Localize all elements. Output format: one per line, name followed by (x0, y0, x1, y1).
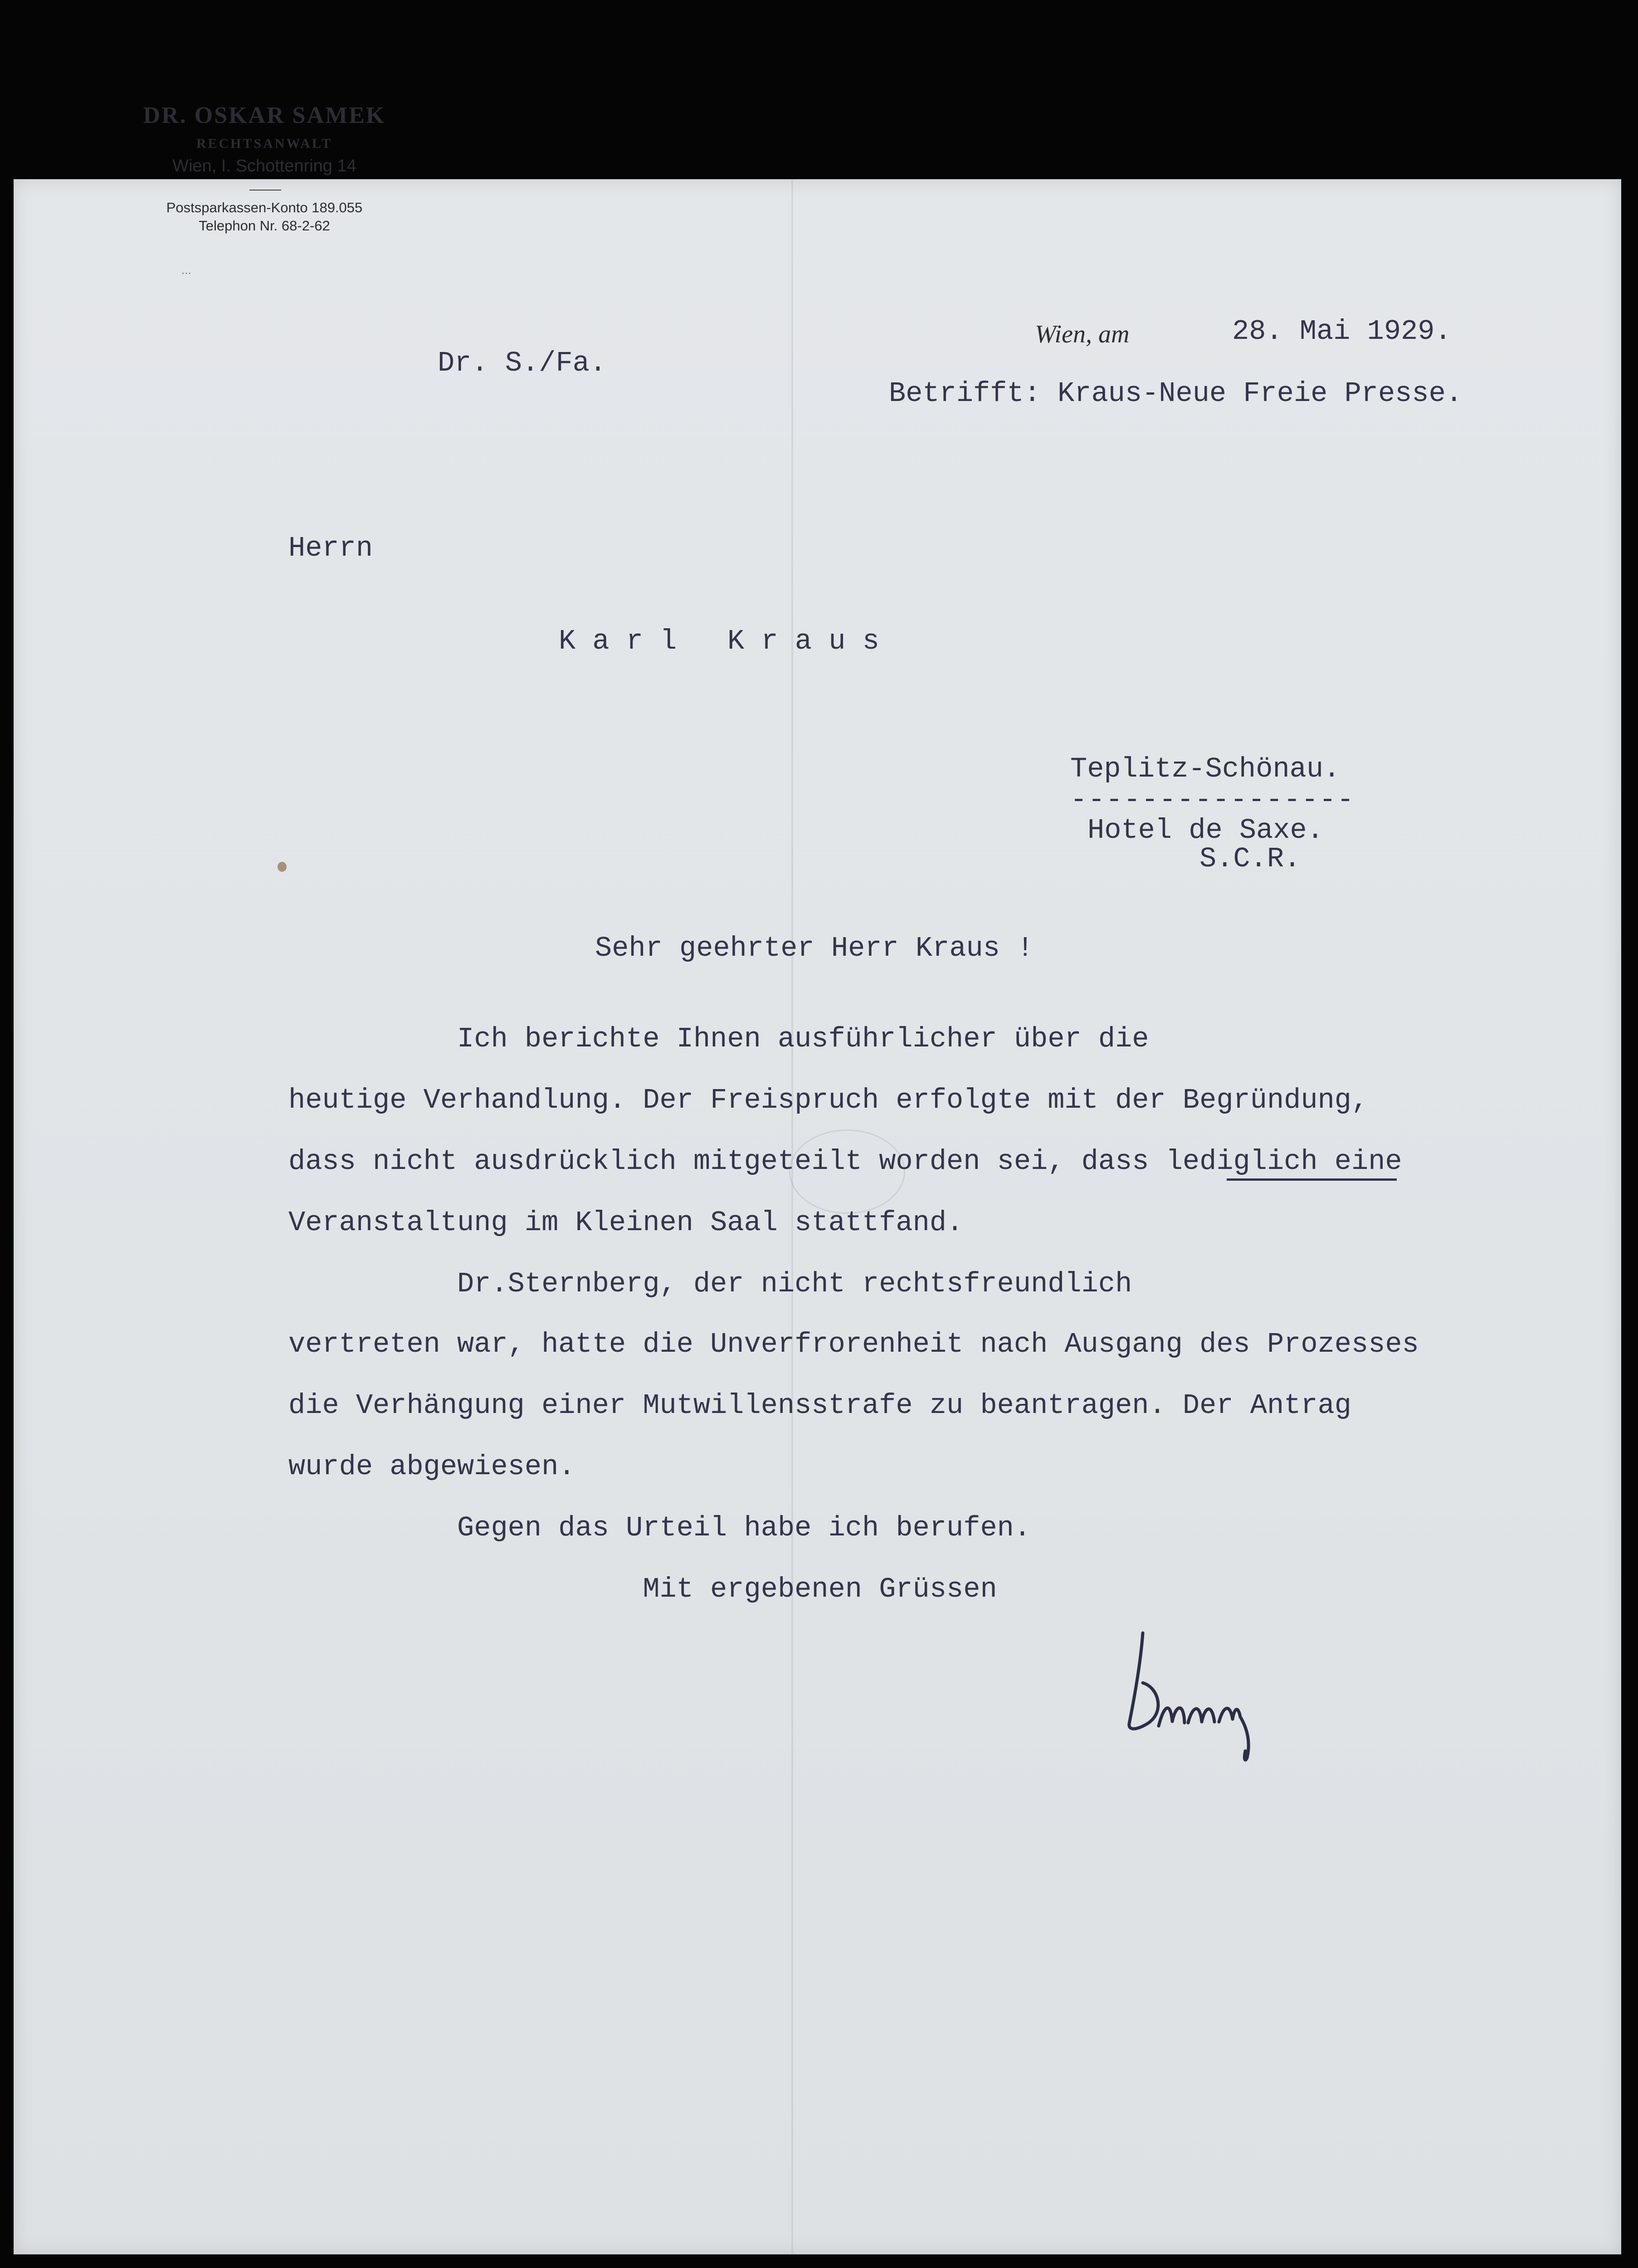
body-line: die Verhängung einer Mutwillensstrafe zu beantragen. Der Antrag (288, 1389, 1351, 1422)
recipient-name: K a r l K r a u s (559, 625, 879, 657)
body-line: Dr.Sternberg, der nicht rechtsfreundlich (288, 1268, 1132, 1300)
body-line: Veranstaltung im Kleinen Saal stattfand. (288, 1207, 964, 1239)
body-line: wurde abgewiesen. (288, 1451, 575, 1483)
place-label: Wien, am (1035, 320, 1130, 348)
letterhead-name: DR. OSKAR SAMEK (143, 103, 386, 128)
paper-stain (278, 862, 287, 872)
letterhead-telephone: Telephon Nr. 68-2-62 (199, 218, 330, 234)
letterhead-address: Wien, I. Schottenring 14 (172, 156, 356, 176)
body-line: heutige Verhandlung. Der Freispruch erfolgte mit der Begründung, (288, 1084, 1369, 1116)
subject-line: Betrifft: Kraus-Neue Freie Presse. (889, 377, 1463, 410)
letterhead-profession: RECHTSANWALT (196, 136, 333, 151)
body-line: dass nicht ausdrücklich mitgeteilt worden sei, dass lediglich eine (288, 1145, 1402, 1178)
letterhead-dots: ... (181, 263, 191, 277)
recipient-salutation: Herrn (288, 532, 373, 564)
letterhead-divider (249, 190, 281, 191)
body-line: Gegen das Urteil habe ich berufen. (288, 1512, 1031, 1544)
underline-lediglich (1227, 1178, 1397, 1181)
body-line: Mit ergebenen Grüssen (288, 1573, 997, 1605)
handwritten-signature (1116, 1615, 1288, 1765)
body-line: vertreten war, hatte die Unverfrorenheit nach Ausgang des Prozesses (288, 1328, 1419, 1360)
recipient-dashes: ---------------- (1070, 784, 1355, 816)
recipient-hotel: Hotel de Saxe. (1087, 814, 1324, 846)
recipient-country: S.C.R. (1199, 843, 1301, 875)
body-line: Ich berichte Ihnen ausführlicher über die (288, 1023, 1149, 1055)
letter-date: 28. Mai 1929. (1232, 315, 1452, 347)
recipient-city: Teplitz-Schönau. (1070, 753, 1341, 785)
greeting: Sehr geehrter Herr Kraus ! (595, 932, 1034, 964)
letterhead-konto: Postsparkassen-Konto 189.055 (166, 200, 363, 215)
reference-code: Dr. S./Fa. (438, 347, 607, 379)
